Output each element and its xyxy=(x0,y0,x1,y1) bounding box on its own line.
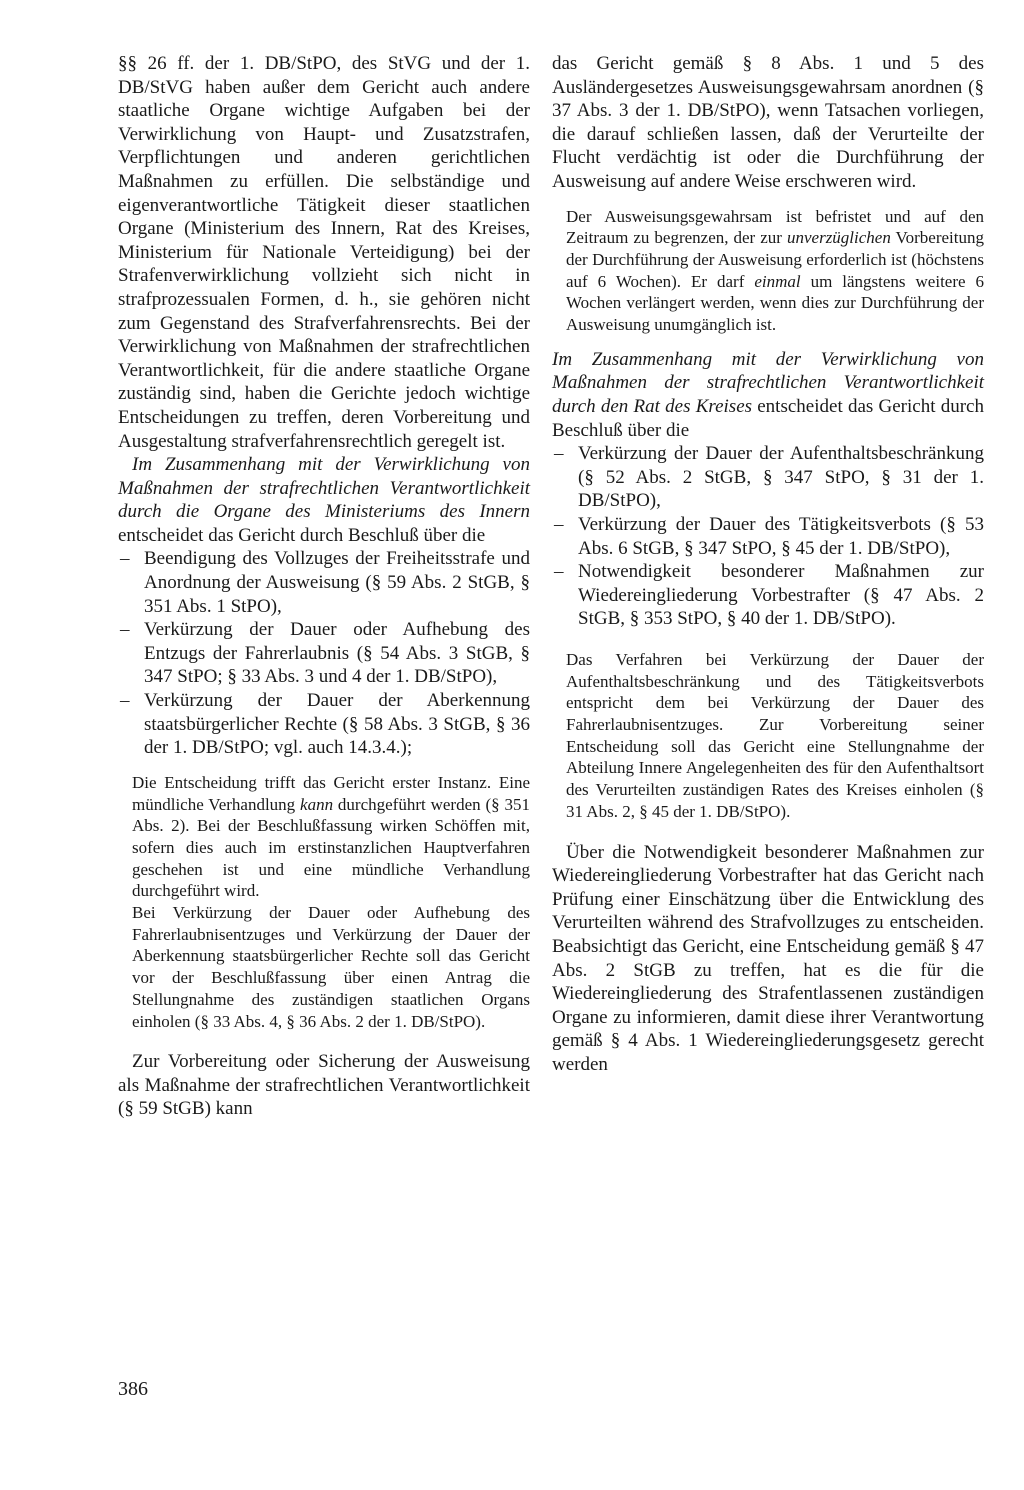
note-first-instance xyxy=(118,772,530,902)
note-text: Der Ausweisungsgewahrsam ist befristet und auf den Zeitraum zu begrenzen, der zur xyxy=(566,206,984,248)
paragraph-continuation: entscheidet das Gericht durch Beschluß über die xyxy=(552,395,984,441)
italic-lead: Im Zusammenhang mit der Verwirklichung von Maßnahmen der strafrechtlichen Verantwortlichkeit durch die Organe des Ministeriums des Innern xyxy=(118,454,530,523)
left-column xyxy=(118,52,530,1121)
note-italic-word: einmal xyxy=(754,271,801,291)
note-driving-licence: Bei Verkürzung der Dauer oder Aufhebung des Fahrerlaubnisentzuges und Verkürzung der Dauer der Aberkennung staatsbürgerlicher Rechte soll das Gericht vor der Beschlußfassung über einen Antrag die Stellungnahme des zuständigen staatlichen Organs einholen (§ 33 Abs. 4, § 36 Abs. 2 der 1. DB/StPO). xyxy=(132,903,530,1031)
list-item: – Verkürzung der Dauer des Tätigkeitsverbots (§ 53 Abs. 6 StGB, § 347 StPO, § 45 der 1. DB/StPO), xyxy=(552,513,984,560)
paragraph-district-council xyxy=(552,348,984,442)
list-item: – Verkürzung der Dauer der Aberkennung staatsbürgerlicher Rechte (§ 58 Abs. 3 StGB, § 36 der 1. DB/StPO; vgl. auch 14.3.4.); xyxy=(118,689,530,760)
paragraph-reintegration: Über die Notwendigkeit besonderer Maßnahmen zur Wiedereingliederung Vorbestrafter hat das Gericht nach Prüfung einer Einschätzung über die Entwicklung des Verurteilten während des Strafvollzuges zu entscheiden. Beabsichtigt das Gericht, eine Entscheidung gemäß § 47 Abs. 2 StGB zu treffen, hat es die für die Wiedereingliederung des Strafentlassenen zuständigen Organe zu informieren, damit diese ihrer Verantwortung gemäß § 4 Abs. 1 Wiedereingliederungsgesetz gerecht werden xyxy=(552,841,984,1075)
note-procedure: Das Verfahren bei Verkürzung der Dauer der Aufenthaltsbeschränkung und des Tätigkeitsverbots entspricht dem bei Verkürzung der Dauer des Fahrerlaubnisentzuges. Zur Vorbereitung seiner Entscheidung soll das Gericht eine Stellungnahme der Abteilung Innere Angelegenheiten des für den Aufenthaltsort des Verurteilten zuständigen Rates des Kreises einholen (§ 31 Abs. 2, § 45 der 1. DB/StPO). xyxy=(566,649,984,821)
list-item: – Beendigung des Vollzuges der Freiheitsstrafe und Anordnung der Ausweisung (§ 59 Abs. 2 StGB, § 351 Abs. 1 StPO), xyxy=(118,547,530,618)
paragraph-intro: §§ 26 ff. der 1. DB/StPO, des StVG und der 1. DB/StVG haben außer dem Gericht auch andere staatliche Organe wichtige Aufgaben bei der Verwirklichung von Haupt- und Zusatzstrafen, Verpflichtungen und anderen gerichtlichen Maßnahmen zu erfüllen. Die selbständige und eigenverantwortliche Tätigkeit dieser staatlichen Organe (Ministerium des Innern, Rat des Kreises, Ministerium für Nationale Verteidigung) bei der Strafenverwirklichung vollzieht sich nicht in strafprozessualen Formen, d. h., sie gehören nicht zum Gegenstand des Strafverfahrensrechts. Bei der Verwirklichung von Maßnahmen der strafrechtlichen Verantwortlichkeit, für die andere staatliche Organe zuständig sind, haben die Gerichte jedoch wichtige Entscheidungen zu treffen, deren Vorbereitung und Ausgestaltung strafverfahrensrechtlich geregelt ist. xyxy=(118,53,530,452)
italic-lead: Im Zusammenhang mit der Verwirklichung von Maßnahmen der strafrechtlichen Verantwortlichkeit durch den Rat des Kreises xyxy=(552,348,984,417)
note-text: durchgeführt werden (§ 351 Abs. 2). Bei der Beschlußfassung wirken Schöffen mit, sofern dies auch im erstinstanzlichen Hauptverfahren geschehen ist und eine mündliche Verhandlung durchgeführt wird. xyxy=(132,794,530,901)
paragraph-continuation: entscheidet das Gericht durch Beschluß über die xyxy=(118,524,486,546)
note-text: Vorbereitung der Durchführung der Ausweisung erforderlich ist (höchstens auf 6 Wochen). Er darf xyxy=(566,228,985,291)
note-italic-word: unverzüglichen xyxy=(786,228,891,248)
ministry-decision-list xyxy=(118,547,530,759)
note-custody-limit xyxy=(552,206,984,336)
note-italic-word: kann xyxy=(300,794,334,814)
paragraph-expulsion: Zur Vorbereitung oder Sicherung der Ausweisung als Maßnahme der strafrechtlichen Verantwortlichkeit (§ 59 StGB) kann xyxy=(118,1051,530,1120)
paragraph-custody: das Gericht gemäß § 8 Abs. 1 und 5 des Ausländergesetzes Ausweisungsgewahrsam anordnen (§ 37 Abs. 3 der 1. DB/StPO), wenn Tatsachen vorliegen, die darauf schließen lassen, daß der Verurteilte der Flucht verdächtig ist oder die Durchführung der Ausweisung auf andere Weise erschweren wird. xyxy=(552,53,984,192)
note-text: Die Entscheidung trifft das Gericht erster Instanz. Eine mündliche Verhandlung xyxy=(132,772,530,814)
council-decision-list xyxy=(552,442,984,631)
page-number: 386 xyxy=(118,1378,148,1400)
right-column xyxy=(552,52,984,1076)
list-item: – Verkürzung der Dauer der Aufenthaltsbeschränkung (§ 52 Abs. 2 StGB, § 347 StPO, § 31 der 1. DB/StPO), xyxy=(552,442,984,513)
paragraph-ministry xyxy=(118,453,530,547)
note-text: um längstens weitere 6 Wochen verlängert werden, wenn dies zur Durchführung der Ausweisung unumgänglich ist. xyxy=(566,271,985,335)
list-item: – Notwendigkeit besonderer Maßnahmen zur Wiedereingliederung Vorbestrafter (§ 47 Abs. 2 StGB, § 353 StPO, § 40 der 1. DB/StPO). xyxy=(552,560,984,631)
list-item: – Verkürzung der Dauer oder Aufhebung des Entzugs der Fahrerlaubnis (§ 54 Abs. 3 StGB, § 347 StPO; § 33 Abs. 3 und 4 der 1. DB/StPO), xyxy=(118,618,530,689)
